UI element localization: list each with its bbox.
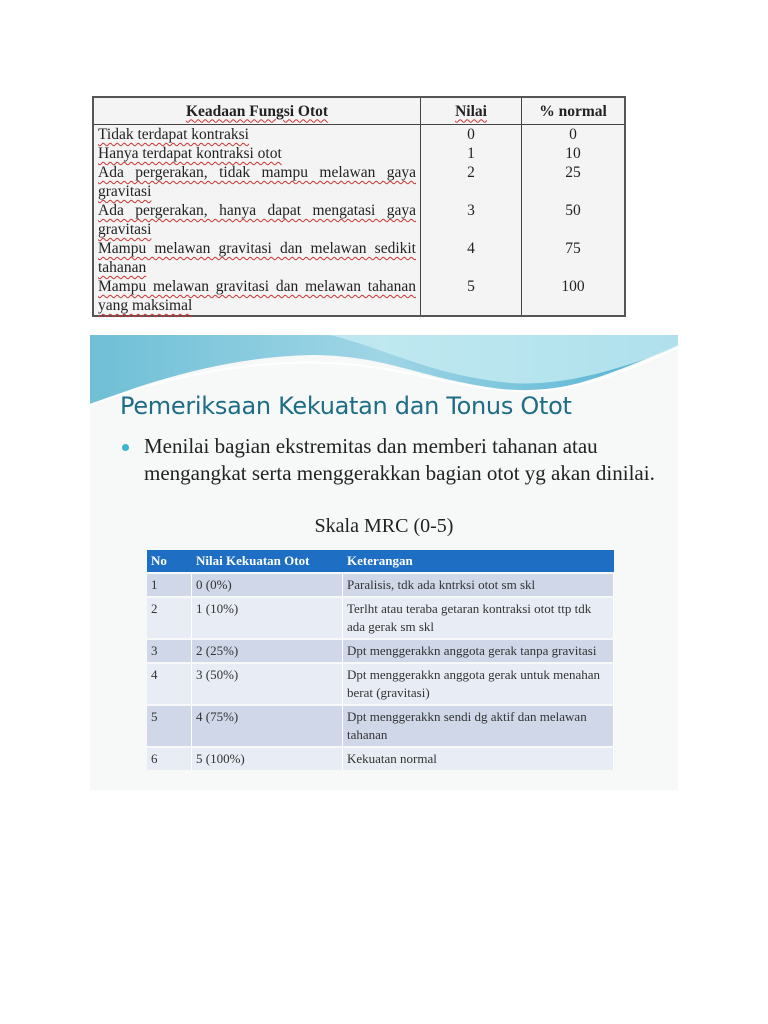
keterangan-cell: Dpt menggerakkn anggota gerak tanpa gravitasi [343, 640, 614, 662]
keadaan-cell [94, 277, 421, 315]
header-no: No [147, 550, 192, 572]
nilai-cell: 0 (0%) [192, 574, 343, 596]
no-cell: 6 [147, 748, 192, 770]
persen-cell: 25 [565, 164, 581, 181]
nilai-cell: 3 [421, 201, 522, 239]
nilai-cell: 0 [421, 125, 522, 145]
slide [90, 335, 678, 790]
bullet-text: Menilai bagian ekstremitas dan memberi tahanan atau mengangkat serta menggerakkan bagian otot yg akan dinilai. [144, 434, 655, 485]
nilai-cell: 1 (10%) [192, 598, 343, 638]
table-row [147, 574, 614, 596]
keadaan-cell [94, 201, 421, 239]
table-header-row [147, 550, 614, 572]
nilai-cell: 5 [421, 277, 522, 315]
header-nilai: Nilai Kekuatan Otot [192, 550, 343, 572]
bullet-icon [122, 444, 129, 451]
keadaan-cell [94, 163, 421, 201]
keadaan-cell [94, 239, 421, 277]
header-keadaan: Keadaan Fungsi Otot [94, 98, 421, 125]
header-persen: % normal [522, 98, 625, 125]
keadaan-text: Mampu melawan gravitasi dan melawan tahanan yang maksimal [98, 278, 416, 314]
keterangan-cell: Paralisis, tdk ada kntrksi otot sm skl [343, 574, 614, 596]
no-cell: 5 [147, 706, 192, 746]
table-row [94, 201, 624, 239]
table-row [94, 144, 624, 163]
header-nilai: Nilai [421, 98, 522, 125]
nilai-cell: 5 (100%) [192, 748, 343, 770]
table-row [147, 664, 614, 704]
table-row [147, 598, 614, 638]
persen-cell: 50 [565, 202, 581, 219]
header-keterangan: Keterangan [343, 550, 614, 572]
keterangan-cell: Dpt menggerakkn sendi dg aktif dan melawan tahanan [343, 706, 614, 746]
nilai-cell: 2 (25%) [192, 640, 343, 662]
persen-cell: 10 [565, 145, 581, 162]
keterangan-cell: Terlht atau teraba getaran kontraksi otot ttp tdk ada gerak sm skl [343, 598, 614, 638]
keadaan-text: Ada pergerakan, hanya dapat mengatasi gaya gravitasi [98, 202, 416, 238]
slide-title: Pemeriksaan Kekuatan dan Tonus Otot [120, 392, 572, 420]
keadaan-text: Mampu melawan gravitasi dan melawan sedikit tahanan [98, 240, 416, 276]
bullet-item [122, 433, 662, 487]
keadaan-text: Ada pergerakan, tidak mampu melawan gaya gravitasi [98, 164, 416, 200]
keterangan-cell: Kekuatan normal [343, 748, 614, 770]
table-row [147, 640, 614, 662]
table-caption: Skala MRC (0-5) [314, 515, 454, 537]
table-row [94, 277, 624, 315]
table-row [94, 125, 624, 145]
no-cell: 2 [147, 598, 192, 638]
keadaan-cell [94, 125, 421, 145]
persen-cell: 0 [569, 126, 577, 143]
keadaan-cell [94, 144, 421, 163]
persen-cell: 100 [561, 278, 585, 295]
table-header-row [94, 98, 624, 125]
no-cell: 3 [147, 640, 192, 662]
table-row [94, 163, 624, 201]
nilai-cell: 4 (75%) [192, 706, 343, 746]
table-row [147, 748, 614, 770]
keterangan-cell: Dpt menggerakkn anggota gerak untuk menahan berat (gravitasi) [343, 664, 614, 704]
no-cell: 4 [147, 664, 192, 704]
keadaan-text: Tidak terdapat kontraksi [98, 126, 249, 143]
no-cell: 1 [147, 574, 192, 596]
keadaan-text: Hanya terdapat kontraksi otot [98, 145, 282, 162]
persen-cell: 75 [565, 240, 581, 257]
nilai-cell: 4 [421, 239, 522, 277]
table-row [94, 239, 624, 277]
mrc-scale-table [147, 548, 614, 772]
nilai-cell: 1 [421, 144, 522, 163]
table-row [147, 706, 614, 746]
nilai-cell: 3 (50%) [192, 664, 343, 704]
muscle-function-table [92, 96, 626, 317]
nilai-cell: 2 [421, 163, 522, 201]
